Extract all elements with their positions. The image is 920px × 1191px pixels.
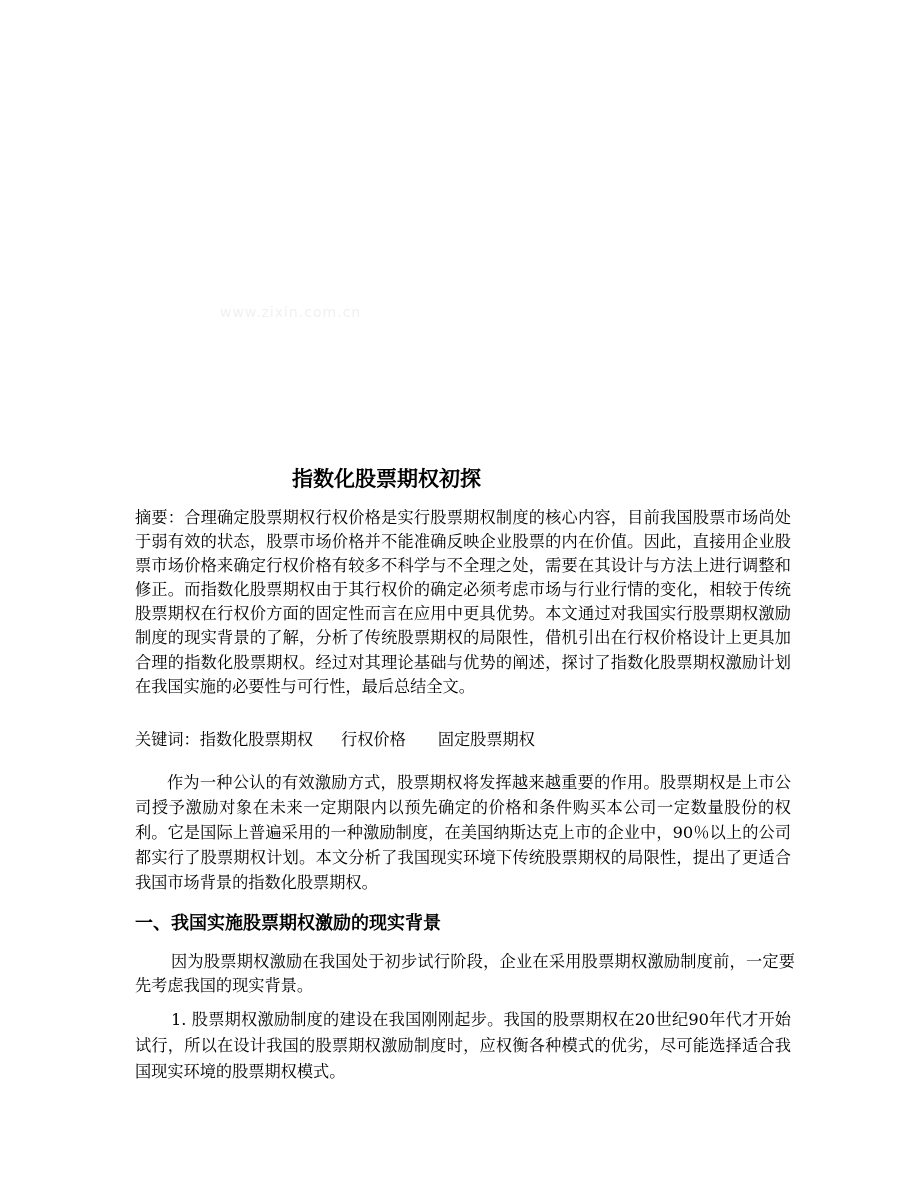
section-paragraph: 因为股票期权激励在我国处于初步试行阶段，企业在采用股票期权激励制度前，一定要先考虑我国的现实背景。: [135, 952, 795, 995]
intro-paragraph: 作为一种公认的有效激励方式，股票期权将发挥越来越重要的作用。股票期权是上市公司授予激励对象在未来一定期限内以预先确定的价格和条件购买本公司一定数量股份的权利。它是国际上普遍采用的一种激励制度，在美国纳斯达克上市的企业中，90％以上的公司都实行了股票期权计划。本文分析了我国现实环境下传统股票期权的局限性，提出了更适合我国市场背景的指数化股票期权。: [135, 773, 791, 892]
abstract-paragraph: 摘要：合理确定股票期权行权价格是实行股票期权制度的核心内容，目前我国股票市场尚处于弱有效的状态，股票市场价格并不能准确反映企业股票的内在价值。因此，直接用企业股票市场价格来确定行权价格有较多不科学与不全理之处，需要在其设计与方法上进行调整和修正。而指数化股票期权由于其行权价的确定必须考虑市场与行业行情的变化，相较于传统股票期权在行权价方面的固定性而言在应用中更具优势。本文通过对我国实行股票期权激励制度的现实背景的了解，分析了传统股票期权的局限性，借机引出在行权价格设计上更具加合理的指数化股票期权。经过对其理论基础与优势的阐述，探讨了指数化股票期权激励计划在我国实施的必要性与可行性，最后总结全文。: [135, 508, 791, 696]
keywords-line: [135, 728, 535, 752]
section-paragraph: 1. 股票期权激励制度的建设在我国刚刚起步。我国的股票期权在20世纪90年代才开始试行，所以在设计我国的股票期权激励制度时，应权衡各种模式的优劣，尽可能选择适合我国现实环境的股票期权模式。: [135, 1010, 791, 1081]
document-title: 指数化股票期权初探: [292, 467, 481, 491]
keyword-item: 指数化股票期权: [199, 730, 314, 749]
keywords-label: 关键词：: [135, 730, 200, 749]
watermark-text: www.zixin.com.cn: [220, 305, 362, 321]
keyword-item: 固定股票期权: [437, 730, 535, 749]
section-heading: 一、我国实施股票期权激励的现实背景: [135, 913, 441, 934]
keyword-item: 行权价格: [341, 730, 406, 749]
